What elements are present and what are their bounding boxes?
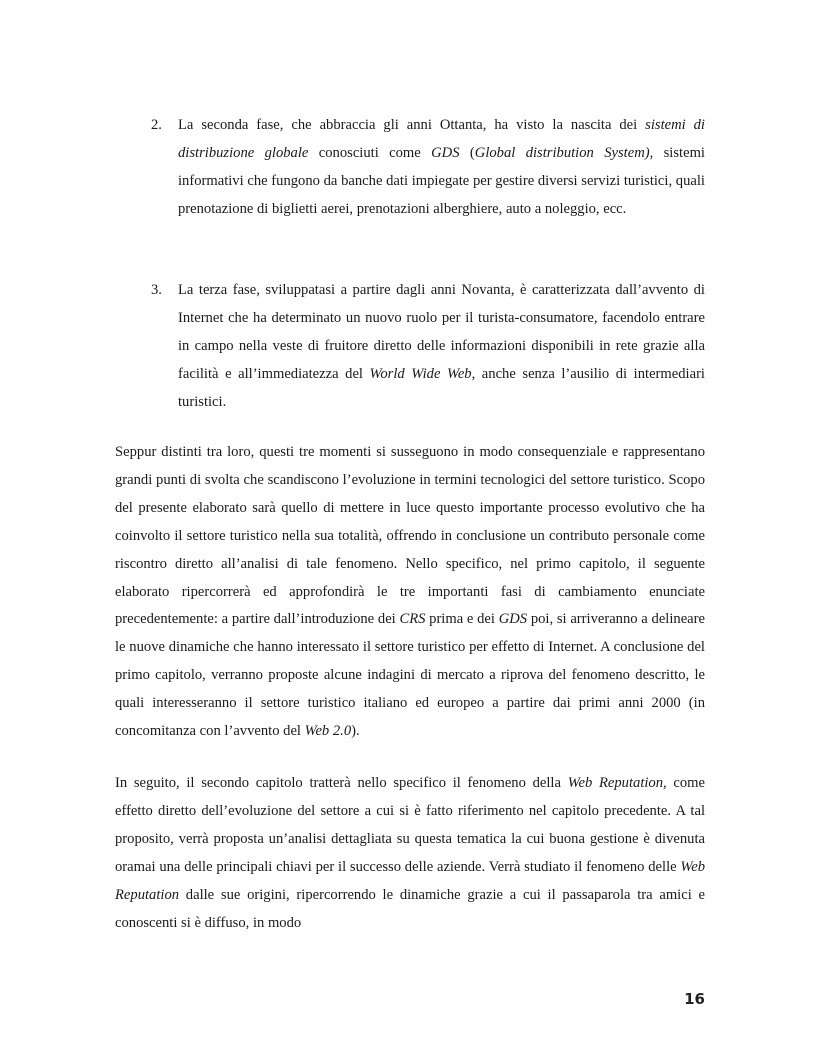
text-run: La seconda fase, che abbraccia gli anni Ottanta, ha visto la nascita dei: [178, 117, 646, 133]
text-run: La terza fase, sviluppatasi a partire dagli anni Novanta, è caratterizzata dall’avvento di Internet che ha determinato un nuovo ruolo per il turista-consumatore, facendolo entrare in campo nella veste di fruitore diretto delle informazioni disponibili in rete grazie alla facilità e all’immediatezza del: [178, 282, 705, 382]
italic-run: Web Reputation,: [567, 775, 667, 791]
italic-run: sistemi di distribuzione globale: [178, 117, 705, 161]
page-number: 16: [684, 990, 705, 1008]
italic-run: Global distribution System): [474, 145, 650, 161]
body-paragraph-2: [115, 770, 705, 937]
text-run: dalle sue origini, ripercorrendo le dinamiche grazie a cui il passaparola tra amici e conoscenti si è diffuso, in modo: [115, 886, 705, 931]
list-item-3: [151, 276, 705, 416]
text-run: come effetto diretto dell’evoluzione del settore a cui si è fatto riferimento nel capitolo precedente. A tal proposito, verrà proposta un’analisi dettagliata su questa tematica la cui buona gestione è divenuta oramai una delle principali chiavi per il successo delle aziende. Verrà studiato il fenomeno delle: [115, 775, 705, 875]
italic-run: World Wide Web: [369, 366, 472, 382]
text-run: , sistemi informativi che fungono da banche dati impiegate per gestire diversi servizi turistici, quali prenotazione di biglietti aerei, prenotazioni alberghiere, auto a noleggio, ecc.: [178, 145, 705, 217]
italic-run: GDS: [431, 145, 460, 161]
list-item-2: [151, 111, 705, 223]
italic-run: Web Reputation: [115, 858, 705, 903]
italic-run: CRS: [399, 611, 426, 628]
text-run: In seguito, il secondo capitolo tratterà nello specifico il fenomeno della: [115, 775, 568, 791]
text-run: poi, si arriveranno a delineare le nuove dinamiche che hanno interessato il settore turistico per effetto di Internet. A conclusione del primo capitolo, verranno proposte alcune indagini di mercato a riprova del fenomeno descritto, le quali interesseranno il settore turistico italiano ed europeo a partire dai primi anni 2000 (in concomitanza con l’avvento del: [115, 611, 705, 740]
text-run: , anche senza l’ausilio di intermediari turistici.: [178, 366, 705, 410]
text-run: (: [459, 145, 475, 161]
italic-run: Web 2.0: [304, 723, 352, 740]
list-number: 3.: [151, 282, 162, 298]
italic-run: GDS: [498, 611, 528, 628]
body-paragraph-1: [115, 439, 705, 746]
text-run: ).: [351, 723, 360, 740]
text-run: Seppur distinti tra loro, questi tre momenti si susseguono in modo consequenziale e rappresentano grandi punti di svolta che scandiscono l’evoluzione in termini tecnologici del settore turistico. Scopo del presente elaborato sarà quello di mettere in luce questo importante processo evolutivo che ha coinvolto il settore turistico nella sua totalità, offrendo in conclusione un contributo personale come riscontro diretto all’analisi di tale fenomeno. Nello specifico, nel primo capitolo, il seguente elaborato ripercorrerà ed approfondirà le tre importanti fasi di cambiamento enunciate precedentemente: a partire dall’introduzione dei: [115, 444, 705, 628]
text-run: conosciuti come: [308, 145, 432, 161]
list-number: 2.: [151, 117, 162, 133]
text-run: prima e dei: [425, 611, 499, 628]
